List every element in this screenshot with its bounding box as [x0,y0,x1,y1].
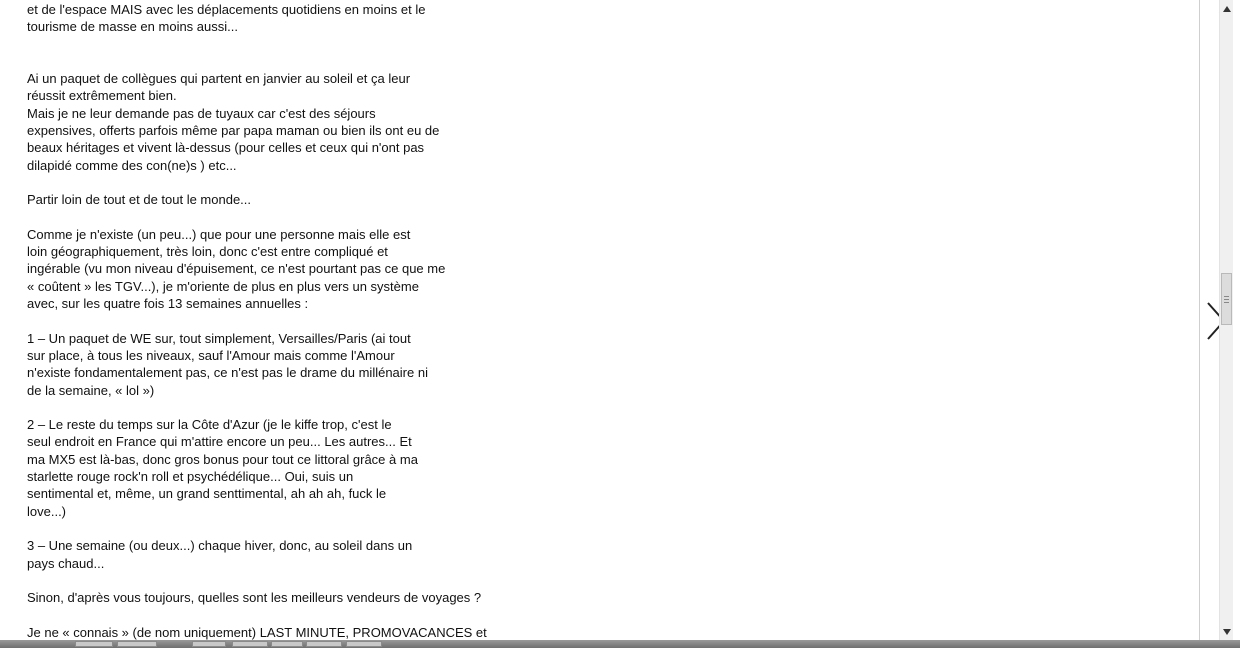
text-line: sur place, à tous les niveaux, sauf l'Amour mais comme l'Amour [27,347,395,363]
text-line: et de l'espace MAIS avec les déplacements quotidiens en moins et le [27,2,426,17]
text-line: de la semaine, « lol ») [27,382,155,398]
text-line: ma MX5 est là-bas, donc gros bonus pour tout ce littoral grâce à ma [27,451,418,467]
text-line: ingérable (vu mon niveau d'épuisement, ce n'est pourtant pas ce que me [27,261,446,277]
text-line: Partir loin de tout et de tout le monde... [27,192,252,208]
text-line: Je ne « connais » (de nom uniquement) LAST MINUTE, PROMOVACANCES et [27,624,487,640]
document-text [27,1,547,640]
text-line [27,209,547,226]
text-line [27,520,547,537]
text-line: 3 – Une semaine (ou deux...) chaque hiver, donc, au soleil dans un [27,538,413,554]
text-line: dilapidé comme des con(ne)s ) etc... [27,157,237,173]
text-line [27,36,547,53]
text-line: 2 – Le reste du temps sur la Côte d'Azur (je le kiffe trop, c'est le [27,417,392,433]
text-line: starlette rouge rock'n roll et psychédélique... Oui, suis un [27,469,354,485]
text-line [27,174,547,191]
taskbar-item[interactable] [192,641,226,647]
taskbar-item[interactable] [346,641,382,647]
text-line: sentimental et, même, un grand senttimental, ah ah ah, fuck le [27,486,387,502]
text-line: Comme je n'existe (un peu...) que pour une personne mais elle est [27,226,411,242]
taskbar [0,640,1240,648]
taskbar-item[interactable] [75,641,113,647]
text-line: tourisme de masse en moins aussi... [27,19,238,35]
window-edge [1233,0,1240,648]
text-line: 1 – Un paquet de WE sur, tout simplement, Versailles/Paris (ai tout [27,330,411,346]
text-line: Ai un paquet de collègues qui partent en janvier au soleil et ça leur [27,71,411,87]
text-line [27,53,547,70]
text-line: avec, sur les quatre fois 13 semaines annuelles : [27,296,309,312]
text-line: Mais je ne leur demande pas de tuyaux car c'est des séjours [27,105,376,121]
scroll-up-button[interactable] [1220,0,1234,17]
text-line: loin géographiquement, très loin, donc c'est entre compliqué et [27,244,388,260]
taskbar-item[interactable] [117,641,157,647]
taskbar-item[interactable] [271,641,303,647]
text-line [27,312,547,329]
taskbar-item[interactable] [232,641,268,647]
text-line: love...) [27,503,67,519]
text-line: « coûtent » les TGV...), je m'oriente de plus en plus vers un système [27,278,419,294]
text-line [27,606,547,623]
text-line: expensives, offerts parfois même par papa maman ou bien ils ont eu de [27,123,440,139]
arrow-up-icon [1223,6,1231,12]
text-line: seul endroit en France qui m'attire encore un peu... Les autres... Et [27,434,412,450]
text-line: beaux héritages et vivent là-dessus (pour celles et ceux qui n'ont pas [27,140,425,156]
taskbar-item[interactable] [306,641,342,647]
text-line [27,572,547,589]
text-line: pays chaud... [27,555,105,571]
text-line: n'existe fondamentalement pas, ce n'est pas le drame du millénaire ni [27,365,428,381]
scroll-down-button[interactable] [1220,623,1234,640]
text-line [27,399,547,416]
text-line: réussit extrêmement bien. [27,88,177,104]
scrollbar-thumb[interactable] [1221,273,1232,325]
text-line: Sinon, d'après vous toujours, quelles sont les meilleurs vendeurs de voyages ? [27,590,482,606]
vertical-scrollbar[interactable] [1219,0,1234,640]
arrow-down-icon [1223,629,1231,635]
